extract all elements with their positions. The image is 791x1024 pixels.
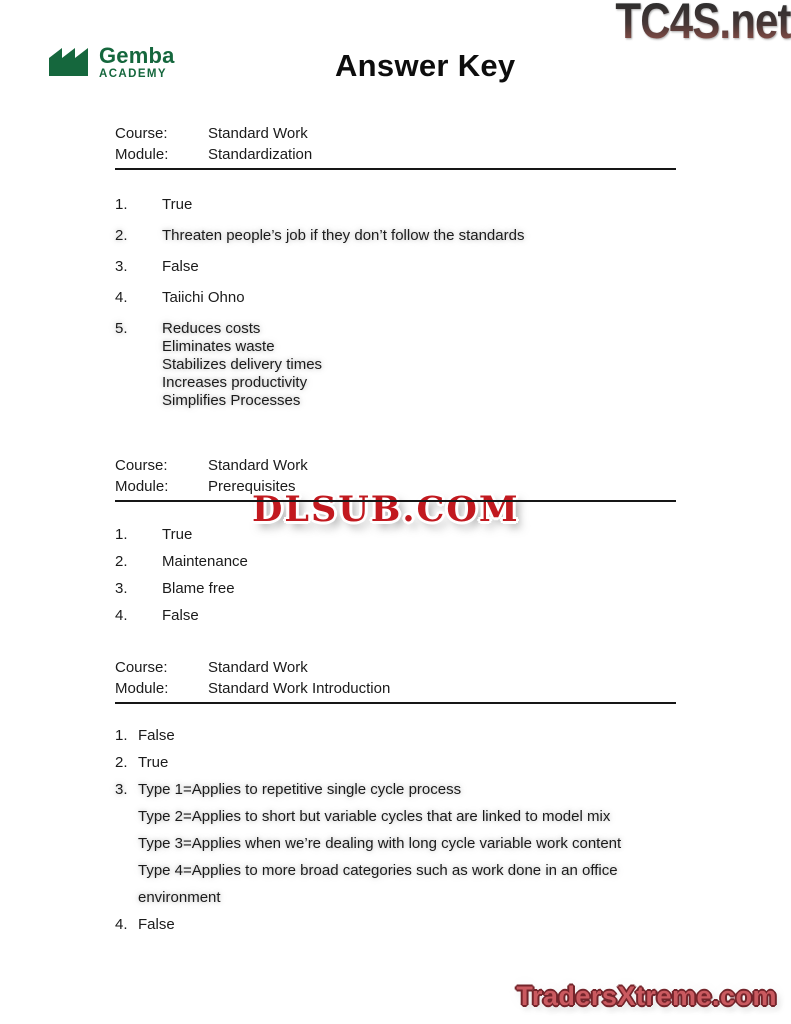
answer-number: 5. xyxy=(115,320,128,337)
answer-number: 2. xyxy=(115,754,128,771)
answer-line: environment xyxy=(138,889,221,906)
answer-list xyxy=(115,526,676,625)
answer-text xyxy=(162,553,248,571)
answer-line: False xyxy=(138,916,175,933)
course-label: Course: xyxy=(115,125,168,142)
module-value: Prerequisites xyxy=(208,478,296,495)
watermark-dlsub: DLSUB.COM xyxy=(252,489,520,530)
module-row xyxy=(115,678,676,699)
module-label: Module: xyxy=(115,146,169,163)
answer-text xyxy=(138,776,621,911)
divider-line xyxy=(115,702,676,704)
answer-line: Simplifies Processes xyxy=(162,392,301,409)
answer-number: 3. xyxy=(115,580,128,597)
answer-line: True xyxy=(162,196,193,213)
gemba-academy-logo xyxy=(48,45,175,81)
answer-number: 2. xyxy=(115,227,128,244)
module-row xyxy=(115,144,676,165)
divider-line xyxy=(115,168,676,170)
answer-line: Eliminates waste xyxy=(162,338,275,355)
answer-text xyxy=(162,258,199,276)
answer-line: Type 3=Applies when we’re dealing with long cycle variable work content xyxy=(138,835,622,852)
module-value: Standard Work Introduction xyxy=(208,680,391,697)
section-standard-work-introduction xyxy=(115,657,676,938)
answer-number: 3. xyxy=(115,781,128,798)
module-label: Module: xyxy=(115,680,169,697)
answer-number: 1. xyxy=(115,526,128,543)
answer-text xyxy=(162,227,524,245)
answer-number: 4. xyxy=(115,289,128,306)
answer-number: 2. xyxy=(115,553,128,570)
logo-sub-text: ACADEMY xyxy=(99,68,167,80)
course-label: Course: xyxy=(115,659,168,676)
factory-icon xyxy=(48,46,94,77)
watermark-tc4s: TC4S.net xyxy=(616,0,791,50)
answer-text xyxy=(138,722,175,749)
answer-text xyxy=(162,607,199,625)
answer-number: 3. xyxy=(115,258,128,275)
answer-list xyxy=(115,196,676,410)
logo-brand-text: Gemba xyxy=(99,43,175,68)
answer-item xyxy=(115,227,676,245)
answer-item xyxy=(115,580,676,598)
module-row xyxy=(115,476,676,497)
course-value: Standard Work xyxy=(208,125,308,142)
answer-item xyxy=(115,776,676,911)
answer-item xyxy=(115,722,676,749)
answer-text xyxy=(162,526,192,544)
answer-item xyxy=(115,911,676,938)
answer-list xyxy=(115,722,676,938)
course-row xyxy=(115,455,676,476)
answer-line: Maintenance xyxy=(162,553,248,570)
answer-line: Taiichi Ohno xyxy=(162,289,245,306)
answer-line: False xyxy=(162,258,199,275)
answer-line: True xyxy=(138,754,169,771)
answer-line: False xyxy=(162,607,199,624)
divider-line xyxy=(115,500,676,502)
answer-line: Stabilizes delivery times xyxy=(162,356,323,373)
answer-item xyxy=(115,526,676,544)
answer-line: False xyxy=(138,727,175,744)
course-value: Standard Work xyxy=(208,659,308,676)
answer-text xyxy=(138,911,175,938)
module-value: Standardization xyxy=(208,146,313,163)
answer-text xyxy=(162,289,245,307)
answer-number: 4. xyxy=(115,916,128,933)
answer-line: Increases productivity xyxy=(162,374,308,391)
answer-number: 1. xyxy=(115,727,128,744)
answer-line: Type 4=Applies to more broad categories such as work done in an office xyxy=(138,862,618,879)
course-row xyxy=(115,123,676,144)
page-title: Answer Key xyxy=(335,48,516,83)
answer-number: 4. xyxy=(115,607,128,624)
answer-line: Type 1=Applies to repetitive single cycle process xyxy=(138,781,462,798)
answer-text xyxy=(162,320,322,410)
course-row xyxy=(115,657,676,678)
answer-text xyxy=(162,196,192,214)
logo-text xyxy=(99,45,175,81)
course-label: Course: xyxy=(115,457,168,474)
answer-item xyxy=(115,289,676,307)
answer-item xyxy=(115,196,676,214)
answer-line: Type 2=Applies to short but variable cycles that are linked to model mix xyxy=(138,808,611,825)
module-label: Module: xyxy=(115,478,169,495)
answer-item xyxy=(115,749,676,776)
answer-line: Reduces costs xyxy=(162,320,261,337)
answer-item xyxy=(115,258,676,276)
course-value: Standard Work xyxy=(208,457,308,474)
answer-item xyxy=(115,607,676,625)
answer-number: 1. xyxy=(115,196,128,213)
answer-line: True xyxy=(162,526,193,543)
answer-item xyxy=(115,553,676,571)
answer-line: Blame free xyxy=(162,580,235,597)
answer-item xyxy=(115,320,676,410)
answer-line: Threaten people’s job if they don’t follow the standards xyxy=(162,227,525,244)
answer-text xyxy=(138,749,168,776)
section-standardization xyxy=(115,123,676,423)
answer-text xyxy=(162,580,235,598)
watermark-tradersxtreme: TradersXtreme.com xyxy=(516,981,777,1011)
section-prerequisites xyxy=(115,455,676,634)
